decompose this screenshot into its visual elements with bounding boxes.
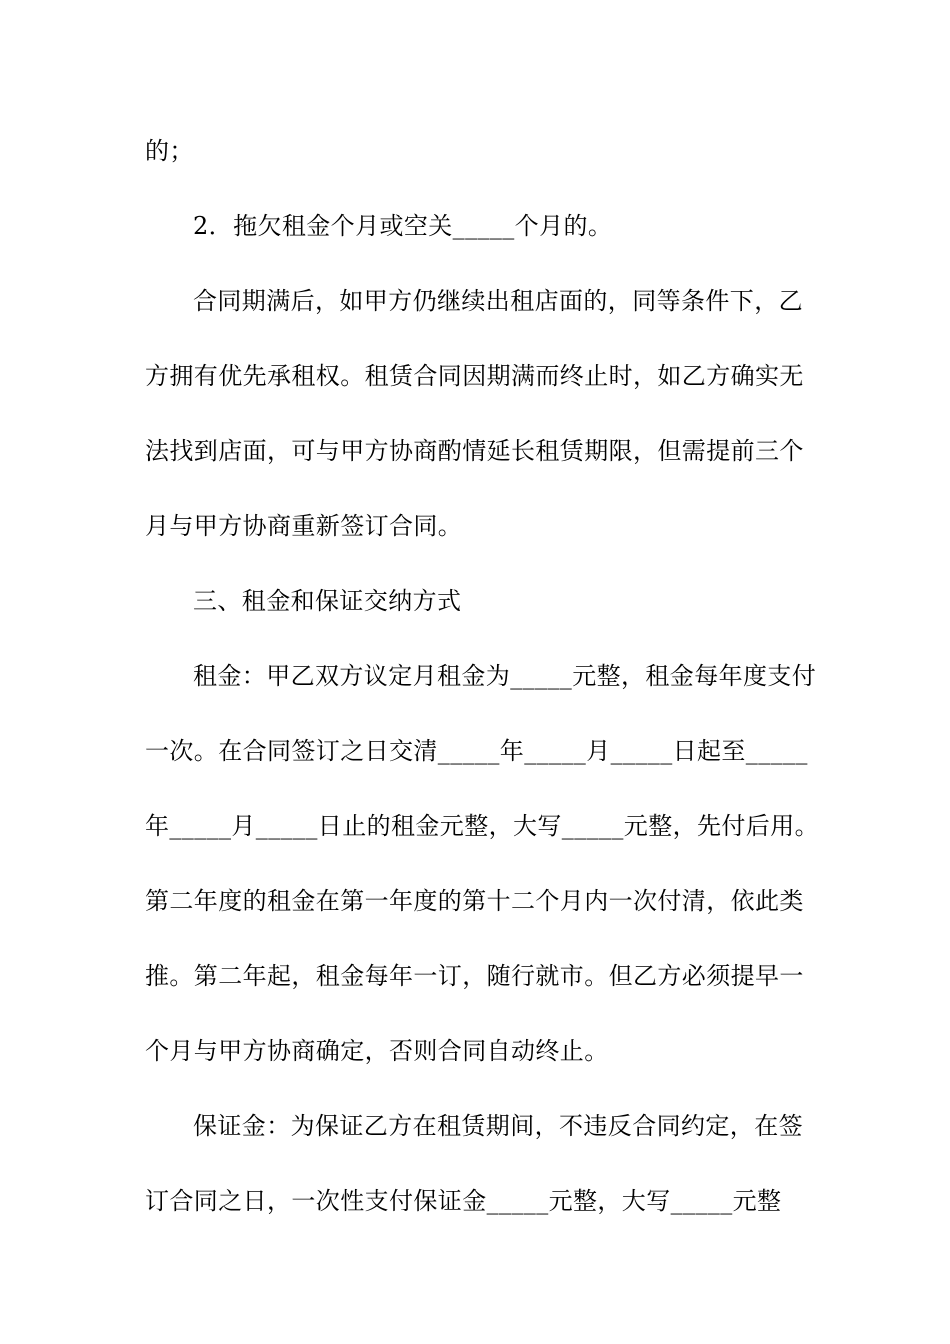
text-line-8: 租金：甲乙双方议定月租金为_____元整，租金每年度支付 [193, 662, 817, 690]
section-heading: 三、租金和保证交纳方式 [193, 587, 462, 615]
text-line-10: 年_____月_____日止的租金元整，大写_____元整，先付后用。 [145, 812, 819, 840]
text-line-2: 2．拖欠租金个月或空关_____个月的。 [193, 212, 613, 240]
text-line-13: 个月与甲方协商确定，否则合同自动终止。 [145, 1037, 609, 1065]
text-line-3: 合同期满后，如甲方仍继续出租店面的，同等条件下，乙 [193, 287, 803, 315]
text-line-5: 法找到店面，可与甲方协商酌情延长租赁期限，但需提前三个 [145, 437, 804, 465]
text-line-11: 第二年度的租金在第一年度的第十二个月内一次付清，依此类 [145, 887, 804, 915]
text-line-14: 保证金：为保证乙方在租赁期间，不违反合同约定，在签 [193, 1112, 803, 1140]
text-line-6: 月与甲方协商重新签订合同。 [145, 512, 463, 540]
text-line-12: 推。第二年起，租金每年一订，随行就市。但乙方必须提早一 [145, 962, 804, 990]
text-line-15: 订合同之日，一次性支付保证金_____元整，大写_____元整 [145, 1187, 782, 1215]
text-line-1: 的； [145, 137, 194, 165]
text-line-9: 一次。在合同签订之日交清_____年_____月_____日起至_____ [145, 737, 808, 765]
text-line-4: 方拥有优先承租权。租赁合同因期满而终止时，如乙方确实无 [145, 362, 804, 390]
